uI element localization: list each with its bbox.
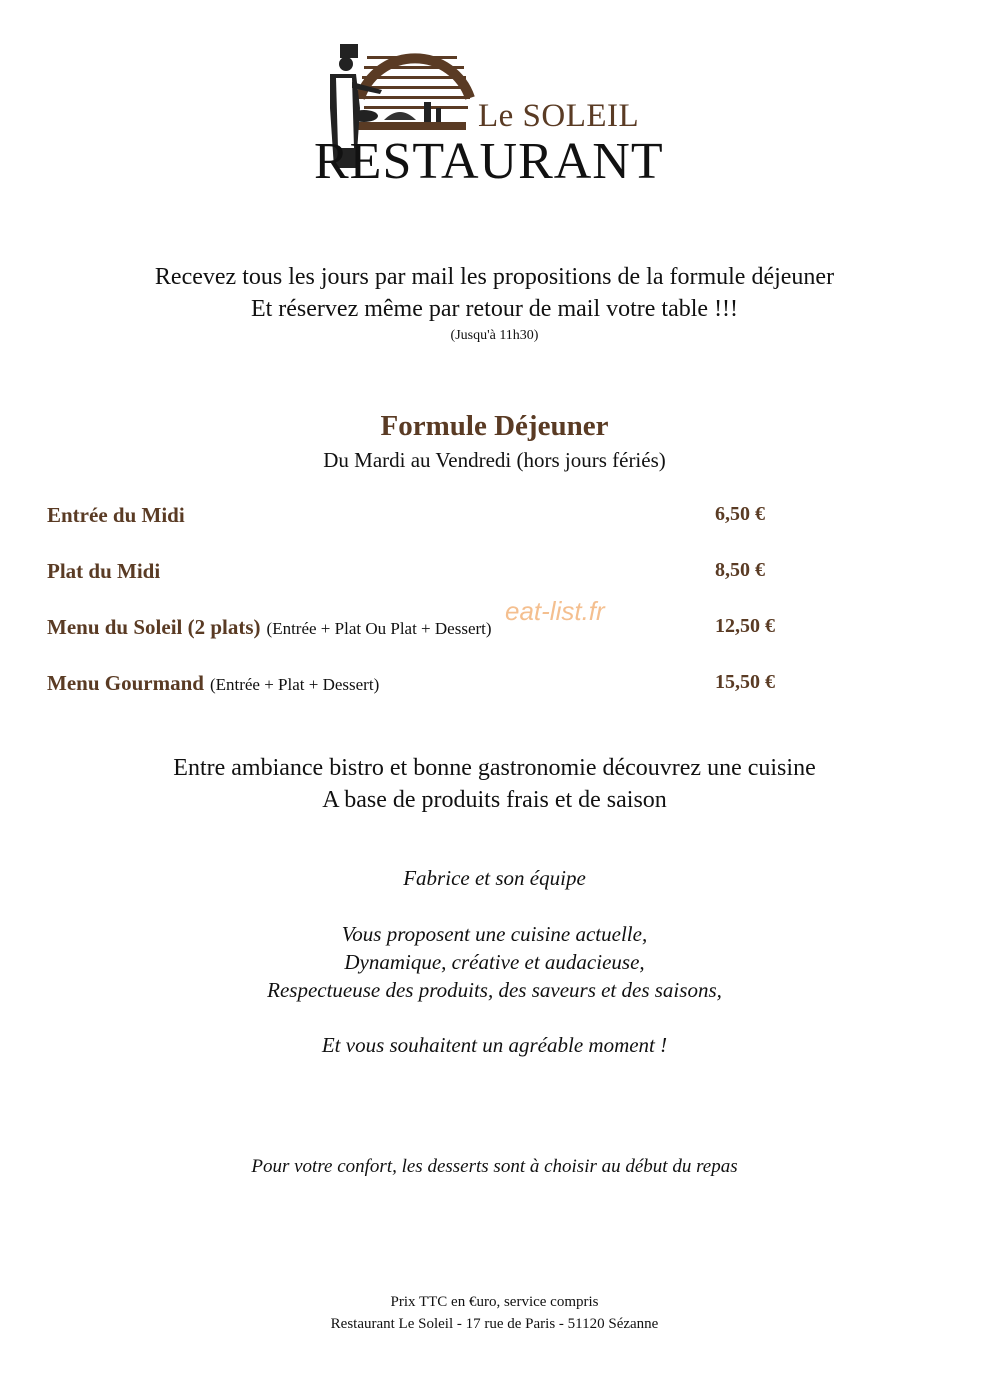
- logo-le-soleil: Le SOLEIL: [478, 98, 640, 134]
- ambiance-line-1: Entre ambiance bistro et bonne gastronomie découvrez une cuisine: [173, 755, 816, 781]
- menu-item-desc: (Entrée + Plat Ou Plat + Dessert): [266, 619, 492, 638]
- intro-line-3: (Jusqu'à 11h30): [450, 328, 539, 343]
- equipe-line-5: Et vous souhaitent un agréable moment !: [321, 1033, 668, 1057]
- menu-item-desc: (Entrée + Plat + Dessert): [209, 675, 380, 694]
- intro-line-1: Recevez tous les jours par mail les propositions de la formule déjeuner: [154, 264, 835, 290]
- restaurant-logo: [312, 38, 664, 190]
- menu-item-gourmand: [47, 671, 787, 701]
- menu-item-price: 8,50 €: [715, 559, 765, 581]
- menu-item-name: Plat du Midi: [47, 559, 161, 583]
- menu-item-soleil: [47, 615, 787, 645]
- equipe-line-3: Dynamique, créative et audacieuse,: [344, 950, 645, 974]
- menu-item-name: Menu du Soleil (2 plats): [47, 615, 261, 639]
- confort-note: Pour votre confort, les desserts sont à choisir au début du repas: [251, 1156, 738, 1177]
- menu-item-price: 15,50 €: [715, 671, 775, 693]
- logo-restaurant: RESTAURANT: [314, 133, 664, 190]
- menu-item-price: 12,50 €: [715, 615, 775, 637]
- menu-item-name: Menu Gourmand: [47, 671, 204, 695]
- footer-line-2: Restaurant Le Soleil - 17 rue de Paris - 51120 Sézanne: [330, 1316, 659, 1332]
- menu-item-price: 6,50 €: [715, 503, 765, 525]
- ambiance-line-2: A base de produits frais et de saison: [322, 787, 667, 813]
- formule-subtitle: Du Mardi au Vendredi (hors jours fériés): [323, 448, 666, 472]
- equipe-line-2: Vous proposent une cuisine actuelle,: [341, 922, 648, 946]
- equipe-line-1: Fabrice et son équipe: [403, 866, 586, 890]
- menu-item-entree: [47, 503, 787, 533]
- menu-item-name: Entrée du Midi: [47, 503, 185, 527]
- equipe-line-4: Respectueuse des produits, des saveurs et des saisons,: [267, 978, 722, 1002]
- watermark: eat-list.fr: [505, 596, 605, 626]
- footer-line-1: Prix TTC en €uro, service compris: [390, 1294, 599, 1310]
- formule-title: Formule Déjeuner: [380, 410, 609, 442]
- intro-line-2: Et réservez même par retour de mail votre table !!!: [250, 296, 739, 322]
- menu-item-plat: [47, 559, 787, 589]
